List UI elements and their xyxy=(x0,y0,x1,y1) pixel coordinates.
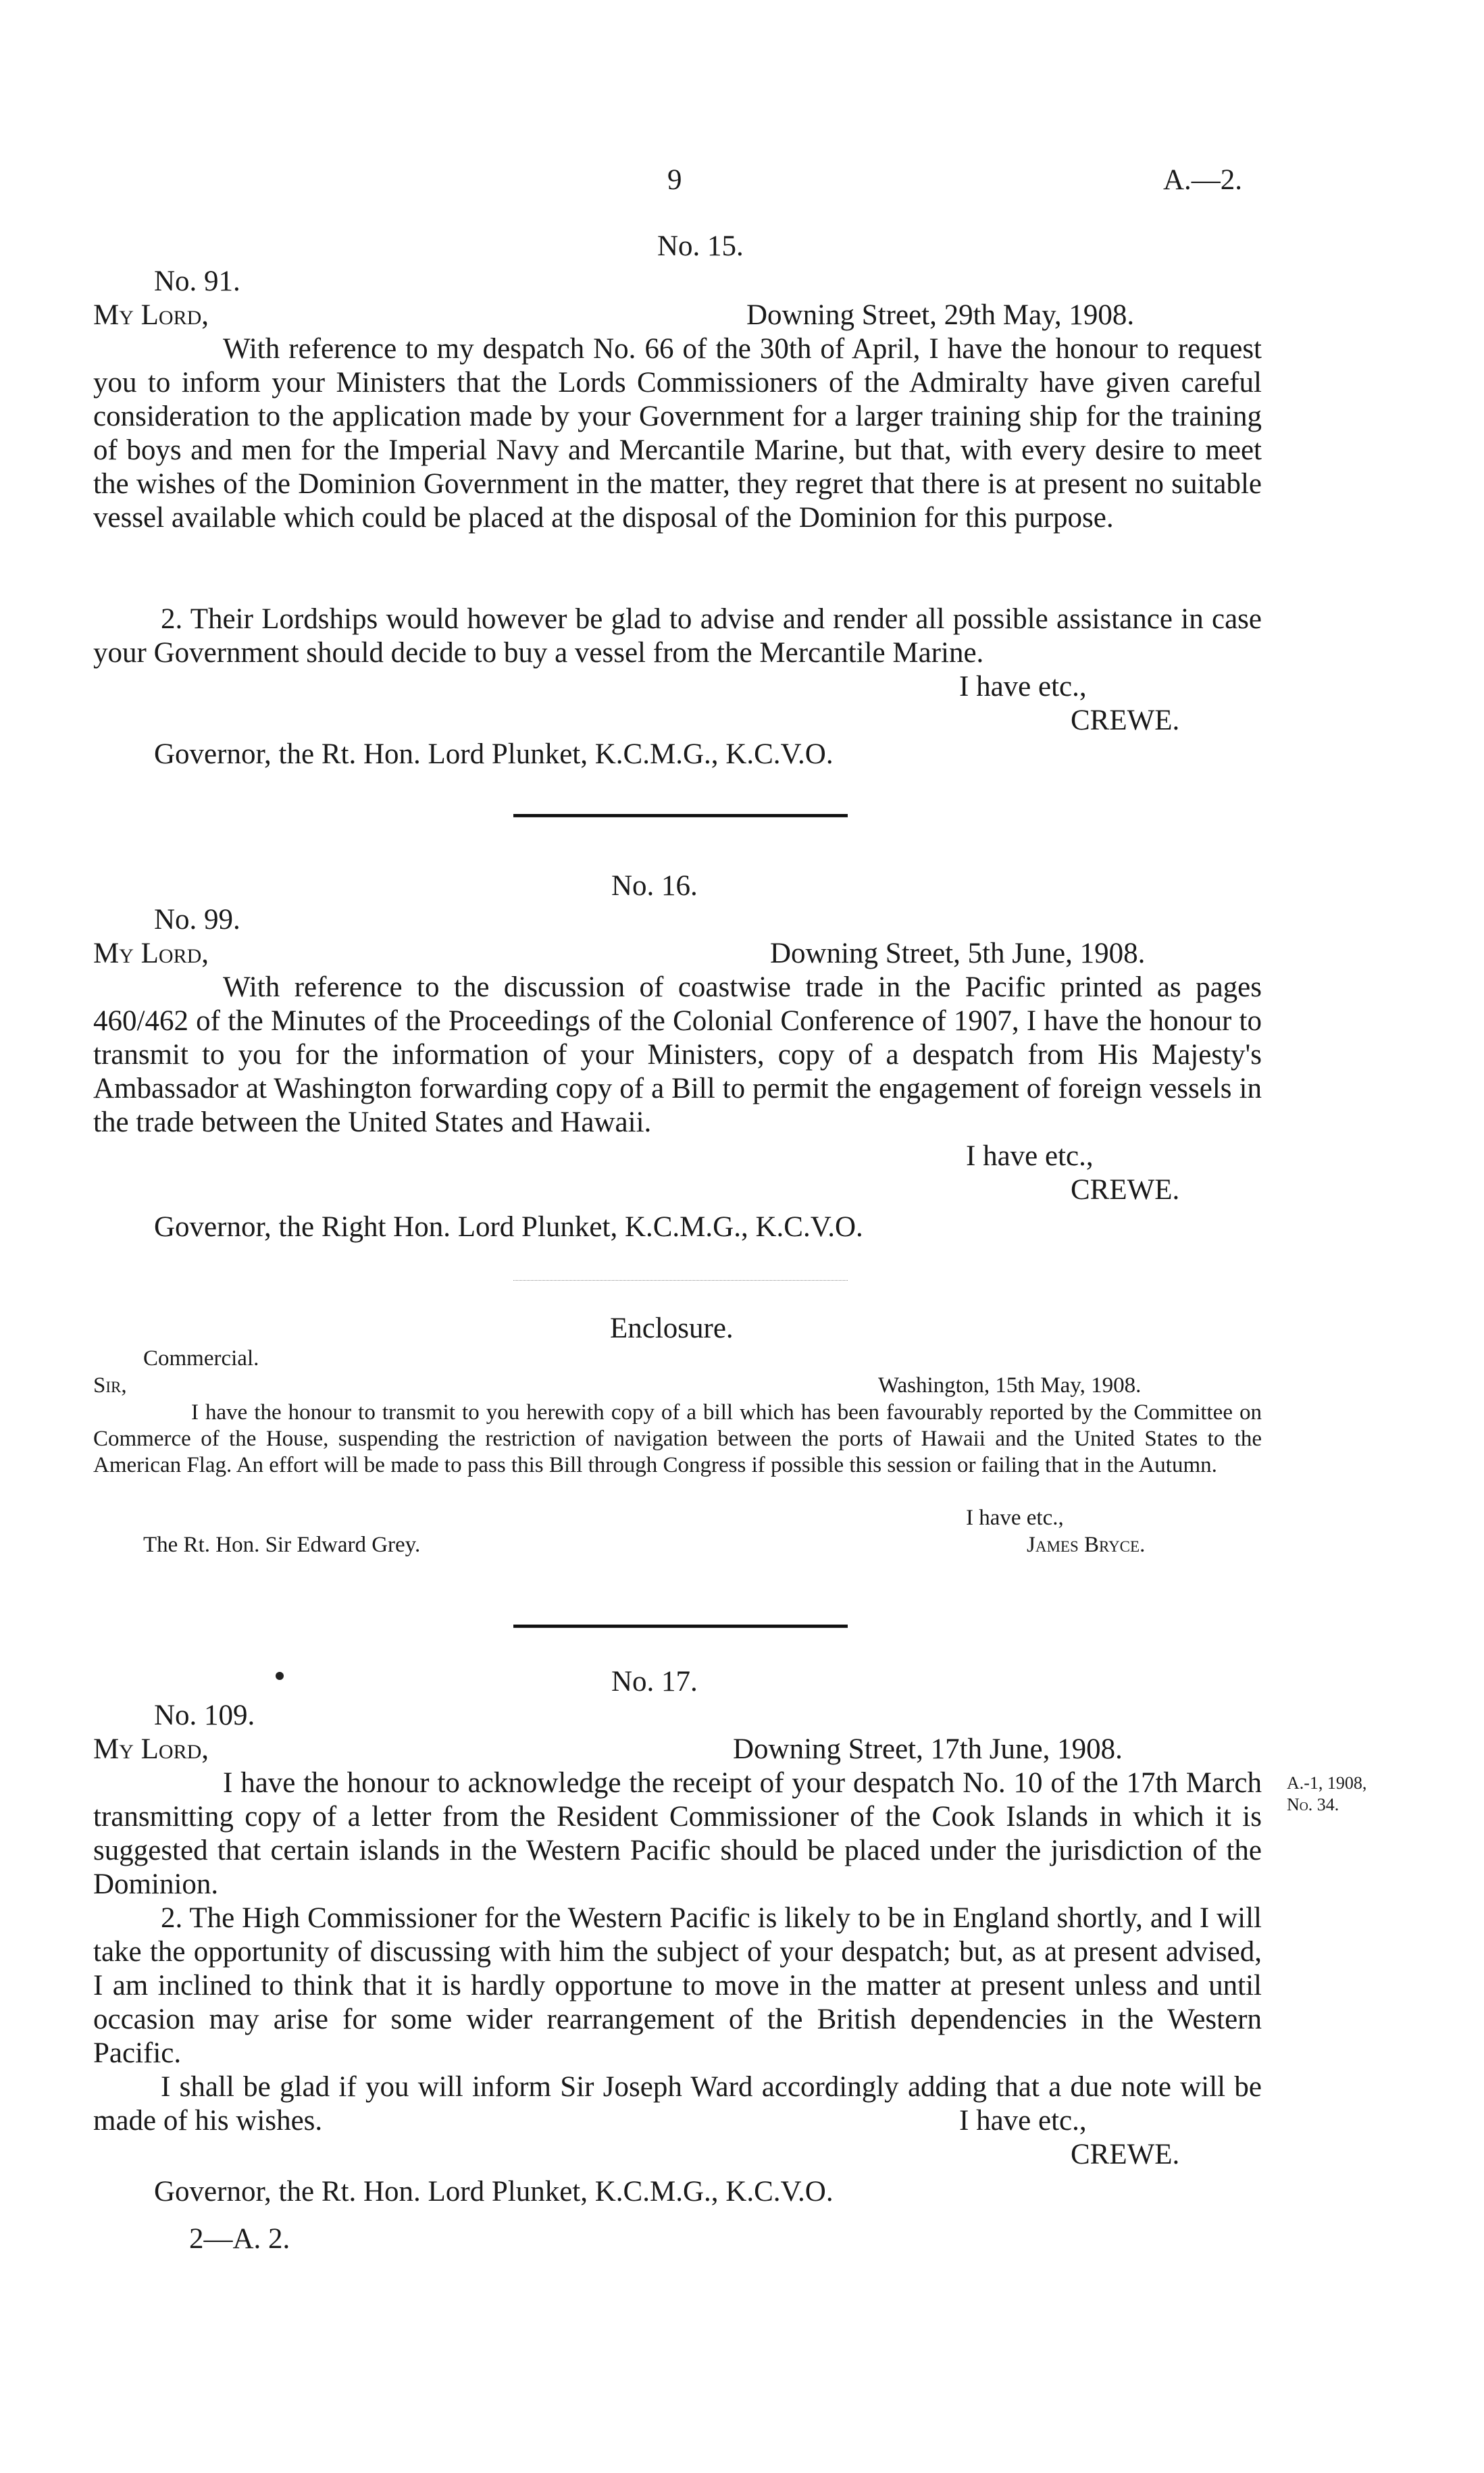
series-reference: A.—2. xyxy=(1163,164,1243,196)
enclosure-divider xyxy=(513,1280,848,1281)
section-16-closing: I have etc., xyxy=(966,1140,1094,1172)
enclosure-signature: James Bryce. xyxy=(1027,1533,1146,1557)
margin-reference-2: No. 34. xyxy=(1287,1795,1339,1814)
section-15-signature: CREWE. xyxy=(1071,705,1180,736)
printer-signature-mark: 2—A. 2. xyxy=(189,2223,290,2255)
page-number: 9 xyxy=(667,164,682,196)
section-17-paragraph-1: I have the honour to acknowledge the receipt of your despatch No. 10 of the 17th March transmitting copy of a letter from the Resident Commissioner of the Cook Islands in which it is suggested that certain islands in the Western Pacific should be placed under the jurisdiction of the Dominion. xyxy=(93,1767,1262,1900)
section-15-paragraph-1: With reference to my despatch No. 66 of the 30th of April, I have the honour to request you to inform your Ministers that the Lords Commissioners of the Admiralty have given careful consideration to the application made by your Government for a larger training ship for the training of boys and men for the Imperial Navy and Mercantile Marine, but that, with every desire to meet the wishes of the Dominion Government in the matter, they regret that there is at present no suitable vessel available which could be placed at the disposal of the Dominion for this purpose. xyxy=(93,333,1262,534)
section-17-salutation: My Lord, xyxy=(93,1733,209,1765)
section-16-number: No. 16. xyxy=(611,870,698,902)
section-17-paragraph-3: I shall be glad if you will inform Sir Joseph Ward accordingly adding that a due note will be made of his wishes. xyxy=(93,2071,1262,2137)
enclosure-place-date: Washington, 15th May, 1908. xyxy=(878,1373,1142,1398)
section-16-signature: CREWE. xyxy=(1071,1174,1180,1206)
enclosure-salutation: Sir, xyxy=(93,1373,127,1398)
margin-reference-1: A.-1, 1908, xyxy=(1287,1773,1367,1793)
section-15-place-date: Downing Street, 29th May, 1908. xyxy=(746,299,1135,331)
bullet-mark xyxy=(276,1672,284,1680)
section-17-signature: CREWE. xyxy=(1071,2139,1180,2170)
section-divider xyxy=(513,814,848,817)
section-15-despatch-no: No. 91. xyxy=(154,265,240,297)
section-15-closing: I have etc., xyxy=(959,671,1087,703)
enclosure-title: Enclosure. xyxy=(610,1312,734,1344)
section-15-paragraph-2: 2. Their Lordships would however be glad to advise and render all possible assistance in case your Government should decide to buy a vessel from the Mercantile Marine. xyxy=(93,603,1262,669)
section-17-despatch-no: No. 109. xyxy=(154,1700,255,1731)
section-16-despatch-no: No. 99. xyxy=(154,904,240,936)
section-17-addressee: Governor, the Rt. Hon. Lord Plunket, K.C.M.G., K.C.V.O. xyxy=(154,2176,834,2208)
section-17-closing: I have etc., xyxy=(959,2105,1087,2137)
section-16-paragraph-1: With reference to the discussion of coastwise trade in the Pacific printed as pages 460/462 of the Minutes of the Proceedings of the Colonial Conference of 1907, I have the honour to transmit to you for the information of your Ministers, copy of a despatch from His Majesty's Ambassador at Washington forwarding copy of a Bill to permit the engagement of foreign vessels in the trade between the United States and Hawaii. xyxy=(93,971,1262,1138)
section-16-salutation: My Lord, xyxy=(93,938,209,969)
section-15-addressee: Governor, the Rt. Hon. Lord Plunket, K.C.M.G., K.C.V.O. xyxy=(154,738,834,770)
section-16-place-date: Downing Street, 5th June, 1908. xyxy=(770,938,1146,969)
section-16-addressee: Governor, the Right Hon. Lord Plunket, K.C.M.G., K.C.V.O. xyxy=(154,1211,863,1243)
section-17-number: No. 17. xyxy=(611,1666,698,1698)
section-17-paragraph-2: 2. The High Commissioner for the Western Pacific is likely to be in England shortly, and I will take the opportunity of discussing with him the subject of your despatch; but, as at present advised, I am inclined to think that it is hardly opportune to move in the matter at present unless and until occasion may arise for some wider rearrangement of the British dependencies in the Western Pacific. xyxy=(93,1902,1262,2069)
section-divider xyxy=(513,1625,848,1628)
section-15-salutation: My Lord, xyxy=(93,299,209,331)
section-17-place-date: Downing Street, 17th June, 1908. xyxy=(733,1733,1123,1765)
enclosure-paragraph-1: I have the honour to transmit to you herewith copy of a bill which has been favourably reported by the Committee on Commerce of the House, suspending the restriction of navigation between the ports of Hawaii and the United States to the American Flag. An effort will be made to pass this Bill through Congress if possible this session or failing that in the Autumn. xyxy=(93,1400,1262,1477)
section-15-number: No. 15. xyxy=(657,230,744,262)
enclosure-closing: I have etc., xyxy=(966,1506,1064,1530)
enclosure-category: Commercial. xyxy=(143,1346,259,1371)
enclosure-addressee: The Rt. Hon. Sir Edward Grey. xyxy=(143,1533,421,1557)
